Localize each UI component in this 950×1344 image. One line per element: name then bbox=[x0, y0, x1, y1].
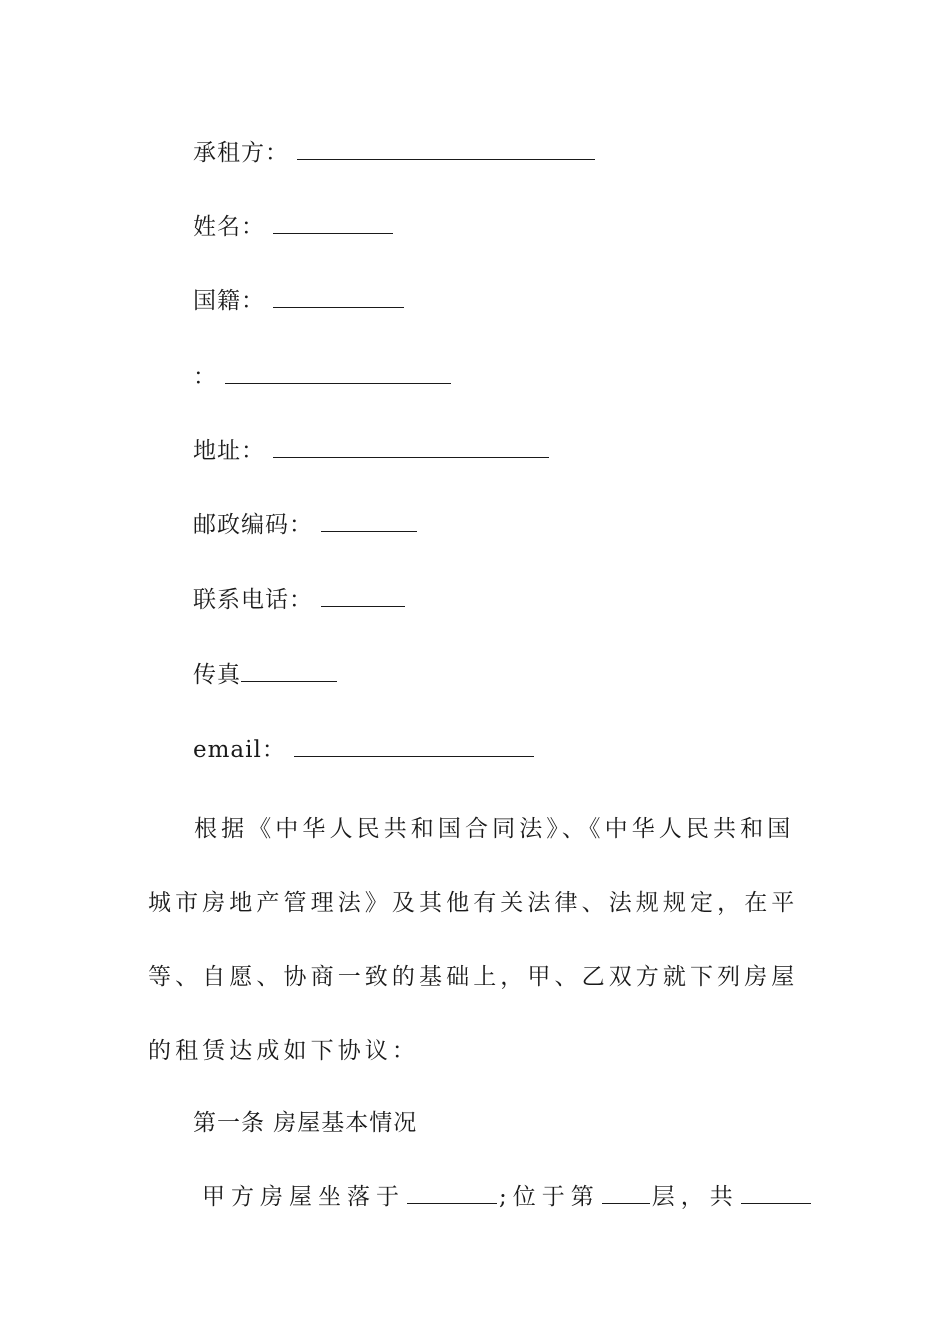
floor-suffix: 层，共 bbox=[651, 1184, 739, 1210]
preamble-paragraph: 根据《中华人民共和国合同法》、《中华人民共和国城市房地产管理法》及其他有关法律、法规规定，在平等、自愿、协商一致的基础上，甲、乙双方就下列房屋的租赁达成如下协议： bbox=[148, 816, 799, 1064]
address-blank[interactable] bbox=[273, 439, 549, 458]
name-label: 姓名： bbox=[193, 214, 265, 240]
nationality-blank[interactable] bbox=[273, 289, 404, 308]
floor-prefix: ;位于第 bbox=[499, 1184, 600, 1210]
name-field bbox=[193, 212, 393, 242]
fax-blank[interactable] bbox=[241, 663, 337, 682]
address-field bbox=[193, 436, 549, 466]
postcode-label: 邮政编码： bbox=[193, 512, 313, 538]
postcode-field bbox=[193, 510, 417, 540]
lessee-field bbox=[193, 138, 595, 168]
fax-field bbox=[193, 660, 337, 690]
lessee-label: 承租方： bbox=[193, 140, 289, 166]
phone-field bbox=[193, 585, 405, 615]
phone-label: 联系电话： bbox=[193, 587, 313, 613]
email-field bbox=[193, 735, 534, 765]
lessee-blank[interactable] bbox=[297, 141, 595, 160]
article-1-title: 第一条 房屋基本情况 bbox=[193, 1110, 418, 1136]
location-prefix: 甲方房屋坐落于 bbox=[202, 1184, 405, 1210]
postcode-blank[interactable] bbox=[321, 513, 417, 532]
total-floors-blank[interactable] bbox=[741, 1185, 811, 1204]
id-label: ： bbox=[193, 364, 217, 390]
id-blank[interactable] bbox=[225, 365, 451, 384]
phone-blank[interactable] bbox=[321, 588, 405, 607]
nationality-field bbox=[193, 286, 404, 316]
fax-label: 传真 bbox=[193, 662, 241, 688]
article-1-location-line bbox=[202, 1182, 813, 1212]
nationality-label: 国籍： bbox=[193, 288, 265, 314]
id-field bbox=[193, 362, 451, 392]
email-label: email： bbox=[193, 737, 286, 763]
location-blank[interactable] bbox=[407, 1185, 497, 1204]
name-blank[interactable] bbox=[273, 215, 393, 234]
email-blank[interactable] bbox=[294, 738, 534, 757]
floor-blank[interactable] bbox=[602, 1185, 650, 1204]
address-label: 地址： bbox=[193, 438, 265, 464]
